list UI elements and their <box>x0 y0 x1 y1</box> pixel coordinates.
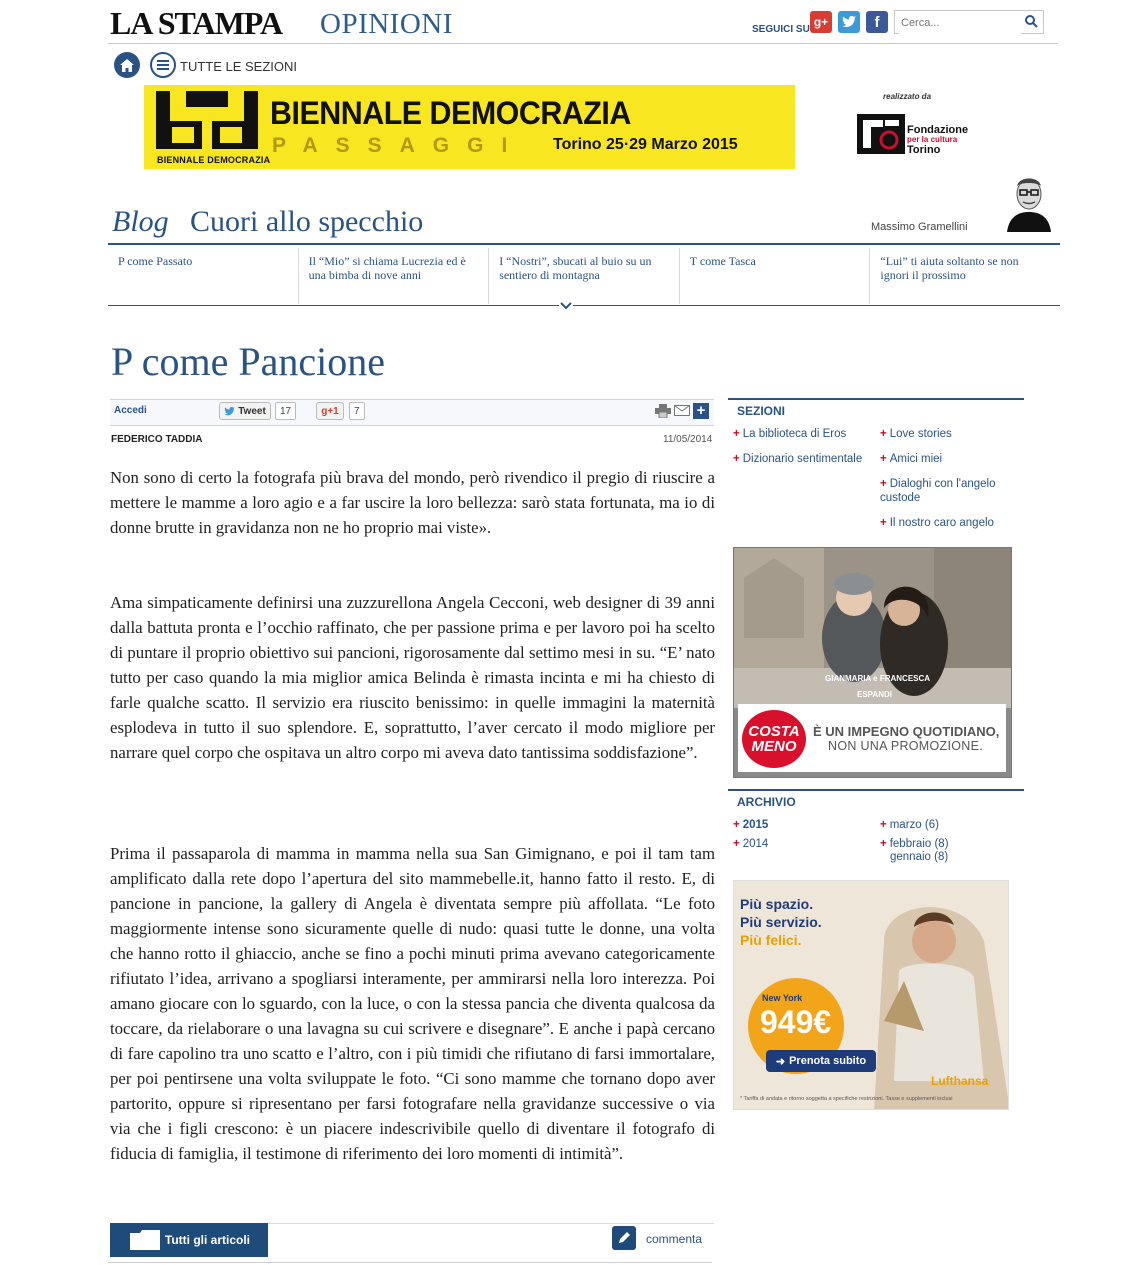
book-now-label: Prenota subito <box>789 1055 867 1067</box>
ad-subheadline: NON UNA PROMOZIONE. <box>828 739 984 753</box>
archive-month[interactable]: + marzo (6) <box>880 819 939 831</box>
archive-month[interactable]: gennaio (8) <box>890 851 949 863</box>
related-post-link[interactable]: I “Nostri”, sbucati al buio su un sentiero di montagna <box>489 248 680 304</box>
all-sections-link[interactable]: TUTTE LE SEZIONI <box>180 59 298 74</box>
twitter-icon <box>224 407 235 416</box>
biennale-title: BIENNALE DEMOCRAZIA <box>270 95 631 131</box>
all-articles-button[interactable] <box>110 1223 268 1257</box>
related-post-link[interactable]: “Lui” ti aiuta soltanto se non ignori il prossimo <box>880 254 1019 282</box>
email-icon[interactable] <box>674 405 690 416</box>
ad-caption: GIANMARIA e FRANCESCA <box>825 674 931 683</box>
home-icon <box>120 59 134 72</box>
chevron-down-icon[interactable] <box>559 300 573 312</box>
related-divider <box>108 305 1060 306</box>
destination-label: New York <box>762 993 803 1003</box>
author-avatar <box>1003 170 1055 232</box>
section-link[interactable]: + Il nostro caro angelo <box>880 517 994 529</box>
related-post-link[interactable]: T come Tasca <box>680 248 871 304</box>
facebook-icon[interactable]: f <box>866 11 888 33</box>
menu-button[interactable] <box>150 52 176 78</box>
blog-label: Blog <box>112 205 169 238</box>
archive-month[interactable]: + febbraio (8) <box>880 838 949 850</box>
login-link[interactable]: Accedi <box>114 405 147 416</box>
site-logo[interactable]: LA STAMPA <box>110 5 283 41</box>
blog-author: Massimo Gramellini <box>871 221 968 233</box>
related-posts <box>108 248 1060 304</box>
biennale-subtitle: PASSAGGI <box>272 134 526 157</box>
home-button[interactable] <box>114 52 140 78</box>
article-author[interactable]: FEDERICO TADDIA <box>111 434 203 445</box>
biennale-small-label: BIENNALE DEMOCRAZIA <box>157 155 271 165</box>
follow-label: SEGUICI SU <box>752 24 810 35</box>
article-title: P come Pancione <box>111 339 386 384</box>
googleplus-icon[interactable]: g+ <box>810 11 832 33</box>
price-value: 949€ <box>760 1004 832 1040</box>
related-post-link[interactable]: Il “Mio” si chiama Lucrezia ed è una bimba di nove anni <box>299 248 490 304</box>
article-paragraph: Prima il passaparola di mamma in mamma nella sua San Gimignano, e poi il tam tam amplificato dalla rete dopo l’apertura del sito mammebelle.it, hanno fatto il resto. E, di pancione in pancione, la gallery di Angela è diventata sempre più affollata. “Le foto maggiormente intense sono sicuramente quelle di nudo: quasi tutte le donne, una volta che hanno rotto il ghiaccio, anche se fino a pochi minuti prima avevano categoricamente rifiutato l’idea, arrivano a spogliarsi interamente, per ammirarsi nella loro interezza. Poi amano giocare con lo sguardo, con la luce, o con la stessa pancia che diventa qualcosa da toccare, da rielaborare o una lavagna su cui scrivere e disegnare”. E anche i papà cercano di fare capolino tra uno scatto e l’altro, con i più timidi che rifiutano di farsi immortalare, per poi pentirsene una volta sviluppate le foto. “Ci sono mamme che tornano dopo aver partorito, oppure si ripresentano per farsi fotografare nella gravidanze successive o via via che i figli crescono: è un piacere indescrivibile quello di diventare il fotografo di fiducia di famiglia, il testimone di riferimento dei loro momenti di intimità”. <box>110 844 715 1163</box>
blog-title[interactable]: Cuori allo specchio <box>190 205 424 238</box>
archive-rule <box>728 789 1024 791</box>
sections-heading: SEZIONI <box>737 404 786 418</box>
share-bar <box>110 399 714 426</box>
tweet-label: Tweet <box>238 405 266 417</box>
hamburger-icon <box>157 60 169 70</box>
search-box[interactable] <box>894 10 1044 34</box>
foundation-logo-icon <box>857 114 905 154</box>
biennale-dates: Torino 25·29 Marzo 2015 <box>553 136 738 153</box>
twitter-icon[interactable] <box>838 11 860 33</box>
ad-expand[interactable]: ESPANDI <box>857 690 892 699</box>
print-icon[interactable] <box>655 404 671 418</box>
section-link[interactable]: + La biblioteca di Eros <box>733 428 847 440</box>
archive-heading: ARCHIVIO <box>737 795 796 809</box>
foundation-name: Fondazione per la cultura Torino <box>907 124 969 156</box>
section-link[interactable]: + Amici miei <box>880 453 943 465</box>
lufthansa-logo: Lufthansa <box>931 1074 989 1088</box>
lufthansa-headline: Più spazio. Più servizio. Più felici. <box>740 896 822 948</box>
more-share-icon[interactable]: + <box>693 403 709 419</box>
all-articles-label: Tutti gli articoli <box>164 1233 250 1247</box>
footer-rule <box>108 1262 712 1263</box>
book-now-button[interactable] <box>766 1050 876 1072</box>
realized-by-label: realizzato da <box>883 92 932 101</box>
tweet-count: 17 <box>275 402 296 420</box>
article-date: 11/05/2014 <box>663 434 713 445</box>
sections-rule <box>728 398 1024 400</box>
archive-year[interactable]: + 2015 <box>733 819 769 831</box>
arrow-right-icon: ➜ <box>775 1055 786 1068</box>
tweet-button[interactable] <box>219 402 271 420</box>
section-link[interactable]: + Dizionario sentimentale <box>733 453 863 465</box>
article-paragraph: Ama simpaticamente definirsi una zuzzurellona Angela Cecconi, web designer di 39 anni dalla battuta pronta e l’occhio raffinato, che per passione prima e per lavoro poi ha scelto di puntare il proprio obiettivo sui pancioni, rigorosamente dal settimo mesi in su. “E’ nato tutto per caso quando la mia miglior amica Belinda è rimasta incinta e mi ha chiesto di farle qualche scatto. Il servizio era riuscito benissimo: in quelle immagini la maternità esplodeva in tutto il suo splendore. E, soprattutto, l’aver cercato il modo migliore per narrare quel corpo che ospitava un altro corpo mi aveva dato tantissima soddisfazione”. <box>110 593 715 762</box>
folder-icon <box>130 1230 160 1250</box>
masthead-divider <box>108 43 1058 44</box>
related-post-link[interactable]: P come Passato <box>108 248 299 304</box>
comment-link[interactable]: commenta <box>646 1232 703 1246</box>
coop-logo: COSTA MENO <box>742 710 806 768</box>
ad-headline: È UN IMPEGNO QUOTIDIANO, <box>813 724 1000 739</box>
section-title[interactable]: OPINIONI <box>320 8 453 40</box>
googleplus-button[interactable]: g+1 <box>316 402 344 420</box>
blog-divider <box>108 243 1060 245</box>
search-icon[interactable] <box>1025 15 1038 28</box>
archive-year[interactable]: + 2014 <box>733 838 769 850</box>
ad-disclaimer: * Tariffa di andata e ritorno soggetta a specifiche restrizioni. Tasse e supplementi inclusi <box>740 1096 953 1102</box>
section-link[interactable]: + Dialoghi con l'angelo custode <box>880 478 996 504</box>
biennale-logo-icon <box>156 91 258 149</box>
googleplus-count: 7 <box>349 402 365 420</box>
section-link[interactable]: + Love stories <box>880 428 952 440</box>
comment-button[interactable] <box>612 1226 636 1250</box>
ad-photo <box>734 548 1012 708</box>
search-input[interactable] <box>899 12 1021 34</box>
article-paragraph: Non sono di certo la fotografa più brava del mondo, però rivendico il pregio di riuscire a mettere le mamme a loro agio e a far uscire la loro bellezza: sarò stata fortunata, ma io di donne brutte in gravidanza non ne ho proprio mai viste». <box>110 468 715 537</box>
pencil-icon <box>617 1231 631 1245</box>
